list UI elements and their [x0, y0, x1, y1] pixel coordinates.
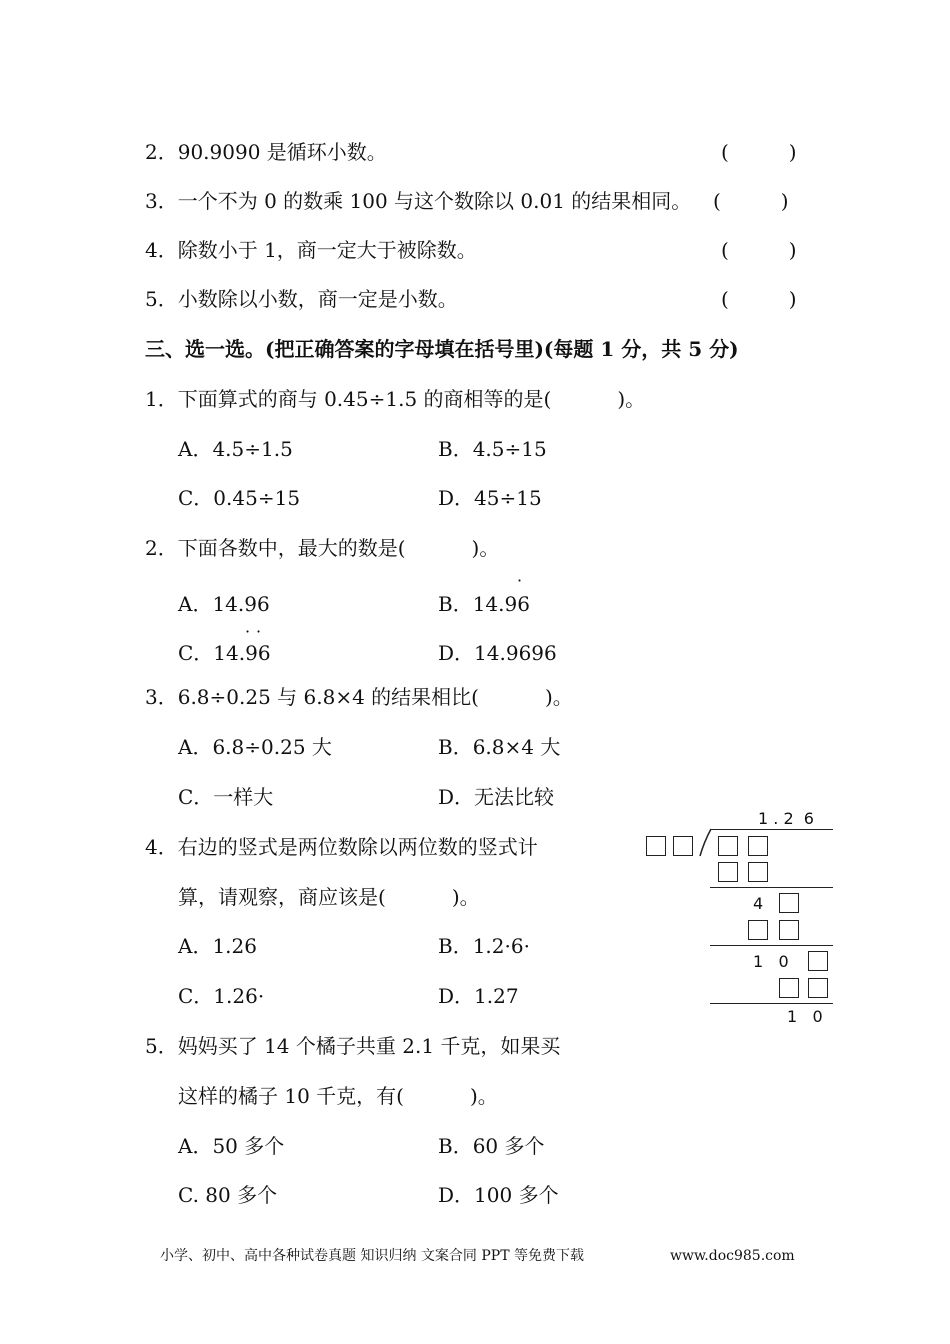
question-stem: 1．下面算式的商与 0.45÷1.5 的商相等的是(	[145, 387, 552, 411]
answer-blank[interactable]: ( )	[721, 287, 797, 311]
division-bracket	[698, 828, 714, 858]
option-d[interactable]: D．无法比较	[438, 785, 555, 809]
option-a[interactable]: A．4.5÷1.5	[178, 437, 293, 461]
option-c[interactable]: C. 80 多个	[178, 1183, 278, 1207]
option-b[interactable]: B．1.2·6·	[438, 934, 530, 958]
product-digit-box[interactable]	[748, 862, 768, 882]
section-title: 三、选一选。(把正确答案的字母填在括号里)(每题 1 分，共 5 分)	[145, 337, 739, 361]
product-digit-box[interactable]	[808, 978, 828, 998]
question-stem-end: )。	[471, 536, 500, 560]
final-remainder: 1 0	[787, 1007, 823, 1026]
judge-item-2: 2．90.9090 是循环小数。	[145, 140, 387, 164]
question-4-line-1: 4．右边的竖式是两位数除以两位数的竖式计	[145, 835, 538, 859]
remainder-digit-box[interactable]	[779, 893, 799, 913]
question-3	[145, 684, 573, 710]
option-b[interactable]: B．14.96	[438, 592, 530, 616]
question-stem: 2．下面各数中，最大的数是(	[145, 536, 406, 560]
answer-blank[interactable]: ( )	[713, 189, 789, 213]
divisor-digit-box[interactable]	[646, 836, 666, 856]
dividend-digit-box[interactable]	[748, 836, 768, 856]
option-d[interactable]: D．14.9696	[438, 641, 557, 665]
question-stem-end: )。	[451, 885, 480, 909]
remainder-digit: 4	[753, 894, 764, 913]
judge-item-3: 3．一个不为 0 的数乘 100 与这个数除以 0.01 的结果相同。	[145, 189, 692, 213]
option-b[interactable]: B．4.5÷15	[438, 437, 547, 461]
option-a[interactable]: A．14.96	[178, 592, 270, 616]
divisor-digit-box[interactable]	[673, 836, 693, 856]
question-5-line-1: 5．妈妈买了 14 个橘子共重 2.1 千克，如果买	[145, 1034, 561, 1058]
subtraction-line	[710, 1003, 833, 1004]
dividend-digit-box[interactable]	[718, 836, 738, 856]
recurring-dot: ·	[245, 622, 251, 641]
question-2	[145, 535, 499, 561]
option-a[interactable]: A．50 多个	[178, 1134, 285, 1158]
judge-item-4: 4．除数小于 1，商一定大于被除数。	[145, 238, 477, 262]
option-c[interactable]: C．1.26·	[178, 984, 265, 1008]
answer-blank[interactable]: ( )	[721, 238, 797, 262]
question-5-line-2	[178, 1083, 498, 1109]
option-b[interactable]: B．60 多个	[438, 1134, 545, 1158]
question-stem-end: )。	[617, 387, 646, 411]
subtraction-line	[710, 945, 833, 946]
product-digit-box[interactable]	[779, 978, 799, 998]
question-stem: 这样的橘子 10 千克，有(	[178, 1084, 404, 1108]
question-stem-end: )。	[469, 1084, 498, 1108]
option-d[interactable]: D．1.27	[438, 984, 519, 1008]
option-b[interactable]: B．6.8×4 大	[438, 735, 561, 759]
product-digit-box[interactable]	[718, 862, 738, 882]
question-1	[145, 386, 645, 412]
option-d[interactable]: D．45÷15	[438, 486, 542, 510]
product-digit-box[interactable]	[748, 920, 768, 940]
question-4-line-2	[178, 884, 480, 910]
footer-link[interactable]: www.doc985.com	[670, 1248, 795, 1264]
judge-item-5: 5．小数除以小数，商一定是小数。	[145, 287, 458, 311]
remainder-digit-box[interactable]	[808, 951, 828, 971]
remainder-digits: 1 0	[753, 952, 789, 971]
subtraction-line	[710, 887, 833, 888]
question-stem: 算，请观察，商应该是(	[178, 885, 386, 909]
footer-text: 小学、初中、高中各种试卷真题 知识归纳 文案合同 PPT 等免费下载	[160, 1248, 584, 1264]
question-stem: 3．6.8÷0.25 与 6.8×4 的结果相比(	[145, 685, 479, 709]
answer-blank[interactable]: ( )	[721, 140, 797, 164]
option-a[interactable]: A．1.26	[178, 934, 257, 958]
option-a[interactable]: A．6.8÷0.25 大	[178, 735, 332, 759]
division-bar	[710, 829, 833, 830]
option-c[interactable]: C．一样大	[178, 785, 274, 809]
question-stem-end: )。	[544, 685, 573, 709]
product-digit-box[interactable]	[779, 920, 799, 940]
recurring-dot: ·	[256, 622, 262, 641]
recurring-dot: ·	[517, 571, 523, 590]
quotient: 1 . 2 6	[758, 809, 814, 828]
option-c[interactable]: C．0.45÷15	[178, 486, 301, 510]
option-d[interactable]: D．100 多个	[438, 1183, 559, 1207]
option-c[interactable]: C．14.96	[178, 641, 271, 665]
